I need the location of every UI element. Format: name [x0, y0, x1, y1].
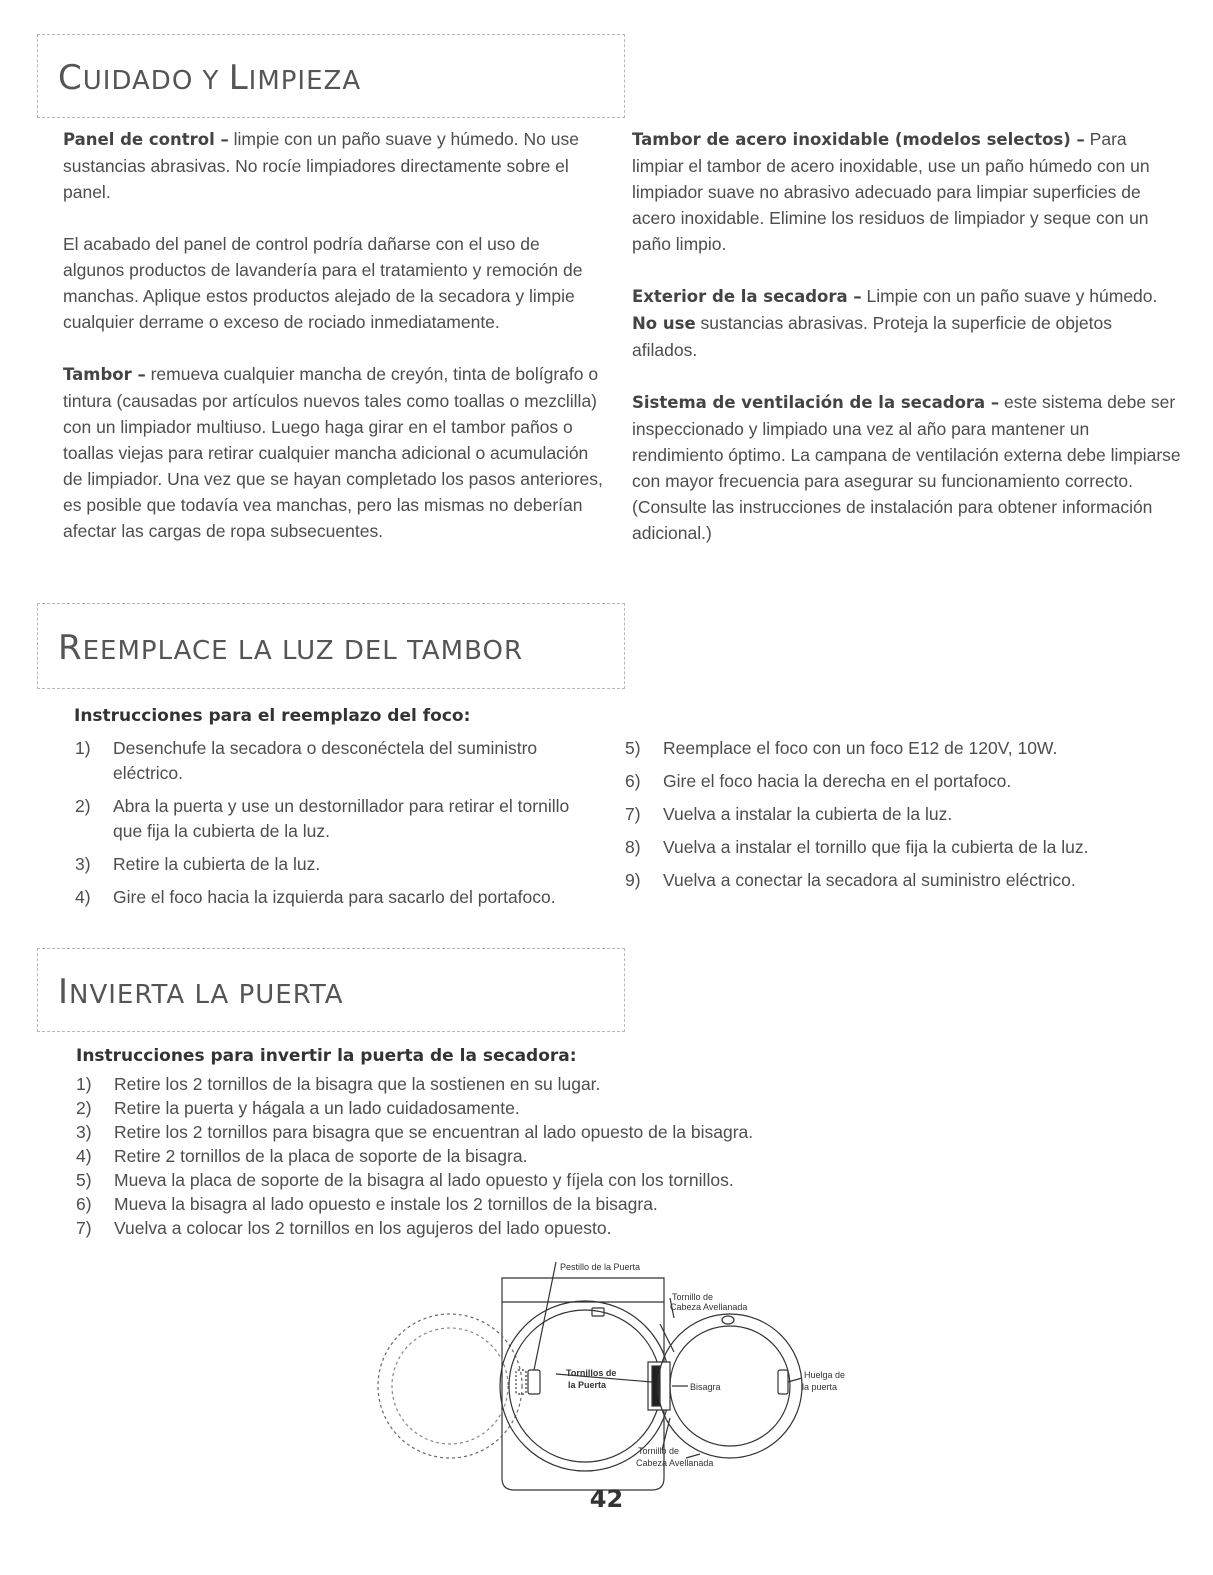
step-text: Gire el foco hacia la izquierda para sacarlo del portafoco.: [113, 887, 556, 907]
list-item: [75, 794, 600, 844]
lead-text: No use: [632, 314, 696, 333]
step-text: Reemplace el foco con un foco E12 de 120V, 10W.: [663, 738, 1058, 758]
paragraph-exterior: [632, 283, 1182, 363]
step-text: Retire los 2 tornillos de la bisagra que la sostienen en su lugar.: [114, 1074, 601, 1094]
step-number: 2): [76, 1098, 92, 1118]
light-steps-right: [625, 736, 1185, 901]
list-item: [76, 1072, 1076, 1096]
step-number: 7): [625, 804, 641, 824]
title-initial: L: [228, 58, 249, 98]
title-initial: R: [58, 628, 83, 668]
step-text: Retire 2 tornillos de la placa de soporte de la bisagra.: [114, 1146, 528, 1166]
step-number: 4): [76, 1146, 92, 1166]
paragraph-drum: [63, 361, 603, 544]
list-item: [76, 1192, 1076, 1216]
door-strike: [778, 1370, 788, 1394]
body-text: este sistema debe ser inspeccionado y limpiado una vez al año para mantener un rendimiento óptimo. La campana de ventilación externa debe limpiarse con mayor frecuencia para asegurar su funcionamiento correcto. (Consulte las instrucciones de instalación para obtener información adicional.): [632, 392, 1181, 543]
title-text: NVIERTA LA PUERTA: [69, 980, 344, 1010]
section-title-light: [58, 628, 523, 668]
body-text: El acabado del panel de control podría dañarse con el uso de algunos productos de lavandería para el tratamiento y remoción de manchas. Aplique estos productos alejado de la secadora y limpie cualquier derrame o exceso de rociado inmediatamente.: [63, 234, 583, 332]
label-screw-bottom-2: Cabeza Avellanada: [636, 1458, 714, 1468]
step-number: 1): [76, 1074, 92, 1094]
list-item: [625, 802, 1185, 827]
top-screw-hole: [722, 1316, 734, 1324]
step-text: Vuelva a colocar los 2 tornillos en los agujeros del lado opuesto.: [114, 1218, 612, 1238]
label-latch: Pestillo de la Puerta: [560, 1262, 641, 1272]
step-text: Vuelva a conectar la secadora al suministro eléctrico.: [663, 870, 1076, 890]
label-screw-top-1: Tornillo de: [672, 1292, 714, 1302]
body-text: limpie con un paño suave y húmedo. No use sustancias abrasivas. No rocíe limpiadores directamente sobre el panel.: [63, 129, 579, 202]
list-item: [625, 769, 1185, 794]
lead-text: Sistema de ventilación de la secadora –: [632, 393, 1000, 412]
lead-text: Panel de control –: [63, 130, 229, 149]
step-number: 8): [625, 837, 641, 857]
section-title-door: [58, 972, 344, 1012]
label-hinge: Bisagra: [690, 1382, 721, 1392]
list-item: [76, 1120, 1076, 1144]
title-initial: I: [58, 972, 70, 1012]
step-text: Mueva la bisagra al lado opuesto e instale los 2 tornillos de la bisagra.: [114, 1194, 658, 1214]
list-item: [625, 868, 1185, 893]
door-subhead: Instrucciones para invertir la puerta de la secadora:: [76, 1046, 577, 1066]
step-number: 3): [76, 1122, 92, 1142]
label-door-screws-2: la Puerta: [568, 1380, 607, 1390]
paragraph-control-panel: [63, 126, 603, 205]
label-screw-bottom-1: Tornillo de: [638, 1446, 680, 1456]
step-text: Desenchufe la secadora o desconéctela del suministro eléctrico.: [113, 738, 538, 783]
body-text: remueva cualquier mancha de creyón, tinta de bolígrafo o tintura (causadas por artículos nuevos tales como toallas o mezclilla) con un limpiador multiuso. Luego haga girar en el tambor paños o toallas viejas para retirar cualquier mancha adicional o acumulación de limpiador. Una vez que se hayan completado los pasos anteriores, es posible que todavía vea manchas, pero las mismas no deberían afectar las cargas de ropa subsecuentes.: [63, 364, 603, 541]
paragraph-stainless-drum: [632, 126, 1182, 257]
step-text: Retire la puerta y hágala a un lado cuidadosamente.: [114, 1098, 520, 1118]
step-text: Retire los 2 tornillos para bisagra que se encuentran al lado opuesto de la bisagra.: [114, 1122, 754, 1142]
list-item: [76, 1168, 1076, 1192]
label-door-screws-1: Tornillos de: [566, 1368, 617, 1378]
step-number: 5): [76, 1170, 92, 1190]
list-item: [625, 736, 1185, 761]
step-number: 1): [75, 738, 91, 758]
step-number: 2): [75, 796, 91, 816]
light-subhead: Instrucciones para el reemplazo del foco:: [74, 706, 471, 726]
title-text: EEMPLACE LA LUZ DEL TAMBOR: [82, 636, 524, 666]
list-item: [76, 1216, 1076, 1240]
step-number: 7): [76, 1218, 92, 1238]
body-text: sustancias abrasivas. Proteja la superficie de objetos afilados.: [632, 313, 1112, 360]
title-initial: C: [58, 58, 83, 98]
list-item: [625, 835, 1185, 860]
step-number: 9): [625, 870, 641, 890]
lead-text: Exterior de la secadora –: [632, 287, 862, 306]
list-item: [75, 736, 600, 786]
care-right-column: [632, 126, 1182, 572]
lead-text: Tambor –: [63, 365, 146, 384]
section-title-care: [58, 58, 361, 98]
list-item: [75, 852, 600, 877]
step-text: Mueva la placa de soporte de la bisagra al lado opuesto y fíjela con los tornillos.: [114, 1170, 734, 1190]
step-number: 6): [625, 771, 641, 791]
label-screw-top-2: Cabeza Avellanada: [670, 1302, 748, 1312]
care-left-column: [63, 126, 603, 570]
paragraph-panel-finish: [63, 231, 603, 335]
lead-text: Tambor de acero inoxidable (modelos selectos) –: [632, 130, 1085, 149]
ghost-door-inner: [392, 1328, 508, 1444]
step-number: 3): [75, 854, 91, 874]
step-text: Abra la puerta y use un destornillador para retirar el tornillo que fija la cubierta de la luz.: [113, 796, 570, 841]
page-number: 42: [589, 1485, 624, 1513]
title-text: UIDADO Y: [82, 66, 229, 96]
door-latch: [528, 1370, 540, 1394]
step-text: Vuelva a instalar la cubierta de la luz.: [663, 804, 953, 824]
paragraph-vent-system: [632, 389, 1182, 546]
door-steps: [76, 1072, 1076, 1240]
step-text: Retire la cubierta de la luz.: [113, 854, 321, 874]
list-item: [76, 1096, 1076, 1120]
step-text: Vuelva a instalar el tornillo que fija la cubierta de la luz.: [663, 837, 1089, 857]
light-steps-left: [75, 736, 600, 918]
label-strike-1: Huelga de: [804, 1370, 846, 1380]
title-text: IMPIEZA: [248, 66, 362, 96]
label-strike-2: la puerta: [802, 1382, 838, 1392]
door-diagram: [370, 1258, 890, 1508]
list-item: [76, 1144, 1076, 1168]
step-number: 6): [76, 1194, 92, 1214]
list-item: [75, 885, 600, 910]
step-number: 5): [625, 738, 641, 758]
body-text: Limpie con un paño suave y húmedo.: [861, 286, 1158, 306]
step-number: 4): [75, 887, 91, 907]
step-text: Gire el foco hacia la derecha en el portafoco.: [663, 771, 1012, 791]
body-text: Para limpiar el tambor de acero inoxidable, use un paño húmedo con un limpiador suave no abrasivo adecuado para limpiar superficies de acero inoxidable. Elimine los residuos de limpiador y seque con un paño limpio.: [632, 129, 1150, 254]
